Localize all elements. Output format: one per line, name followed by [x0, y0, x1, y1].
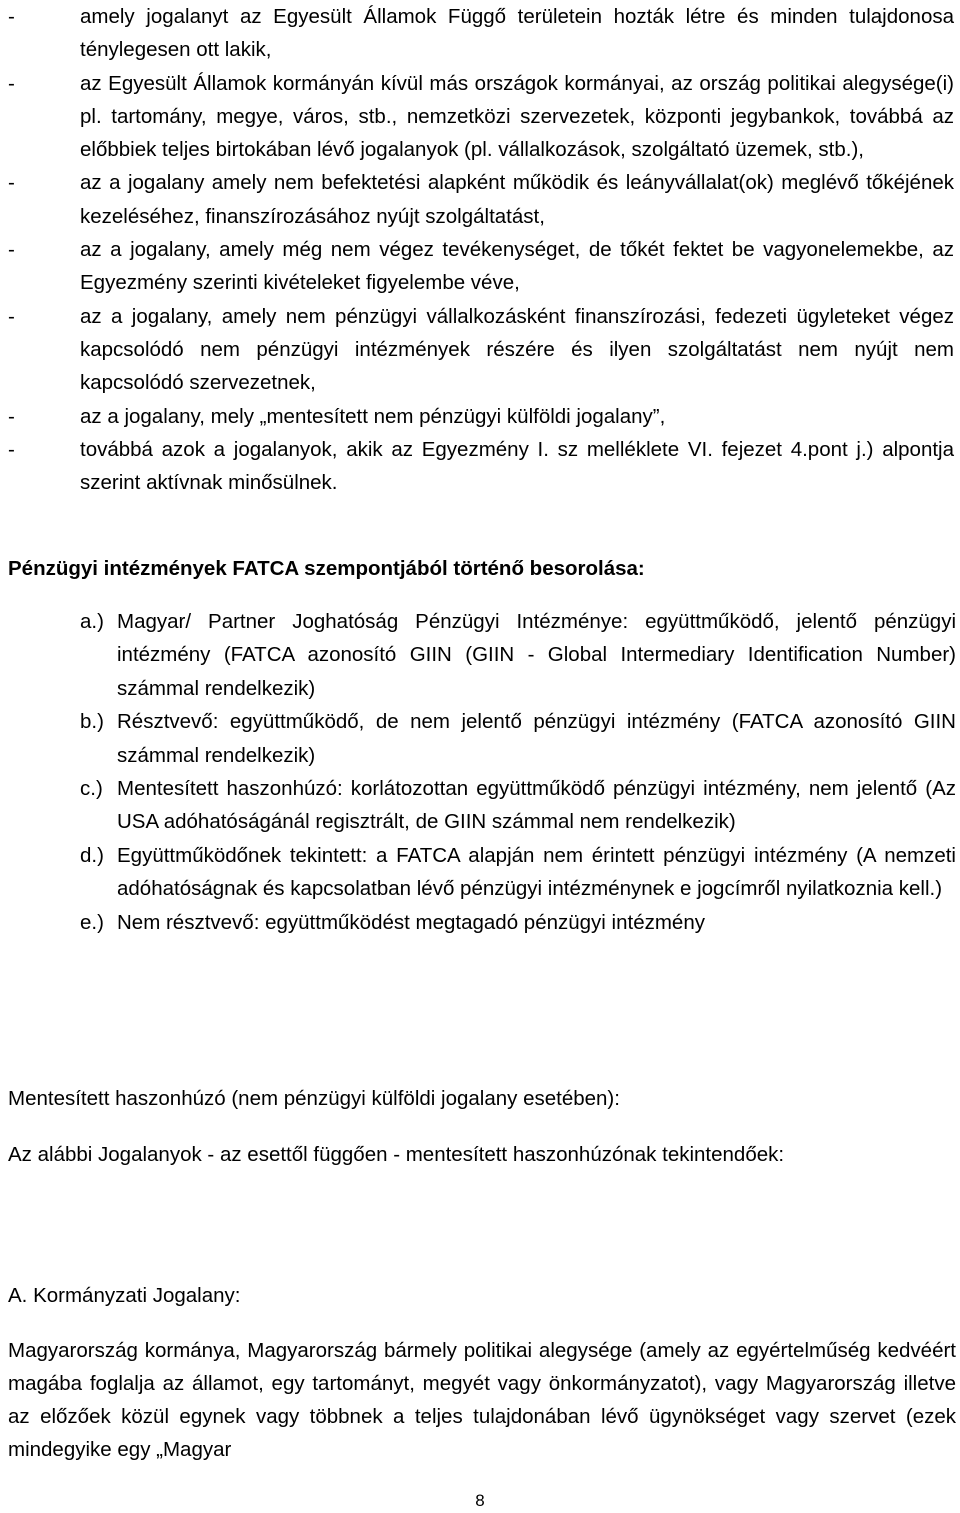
list-item — [80, 605, 956, 705]
exempt-beneficiary-title: Mentesített haszonhúzó (nem pénzügyi külföldi jogalany esetében): — [8, 1087, 620, 1110]
list-item-text: az a jogalany amely nem befektetési alapként működik és leányvállalat(ok) meglévő tőkéjének kezeléséhez, finanszírozásához nyújt szolgáltatást, — [80, 171, 954, 228]
list-item-text: Magyar/ Partner Joghatóság Pénzügyi Intézménye: együttműködő, jelentő pénzügyi intézmény (FATCA azonosító GIIN (GIIN - Global Intermediary Identification Number) számmal rendelkezik) — [117, 610, 956, 700]
list-item — [80, 839, 956, 906]
list-item — [80, 772, 956, 839]
list-marker: b.) — [80, 710, 104, 734]
dash-marker: - — [8, 304, 15, 328]
list-item-text: az a jogalany, amely még nem végez tevékenységet, de tőkét fektet be vagyonelemekbe, az Egyezmény szerinti kivételeket figyelembe véve, — [80, 238, 954, 295]
list-item — [8, 0, 954, 67]
list-item-text: amely jogalanyt az Egyesült Államok Függő területein hozták létre és minden tulajdonosa ténylegesen ott lakik, — [80, 5, 954, 62]
list-item-text: az a jogalany, mely „mentesített nem pénzügyi külföldi jogalany”, — [80, 404, 666, 428]
list-item — [8, 400, 954, 433]
intro-paragraph: Az alábbi Jogalanyok - az esettől függően - mentesített haszonhúzónak tekintendőek: — [8, 1143, 785, 1166]
list-item-text: az a jogalany, amely nem pénzügyi vállalkozásként finanszírozási, fedezeti ügyleteket végez kapcsolódó nem pénzügyi intézmények részére és ilyen szolgáltatást nem nyújt nem kapcsolódó szervezetnek, — [80, 304, 954, 395]
list-item-text: az Egyesült Államok kormányán kívül más országok kormányai, az ország politikai alegysége(i) pl. tartomány, megye, város, stb., nemzetközi szervezetek, központi jegybankok, továbbá az előbbiek teljes birtokában lévő jogalanyok (pl. vállalkozások, szolgáltató üzemek, stb.), — [80, 71, 954, 162]
dash-marker: - — [8, 437, 15, 461]
dash-marker: - — [8, 5, 15, 28]
list-item-text: továbbá azok a jogalanyok, akik az Egyezmény I. sz melléklete VI. fejezet 4.pont j.) alpontja szerint aktívnak minősülnek. — [80, 437, 954, 495]
dash-marker: - — [8, 171, 15, 195]
page-number: 8 — [475, 1491, 485, 1510]
section-a-body: Magyarország kormánya, Magyarország bármely politikai alegysége (amely az egyértelműség kedvéért magába foglalja az államot, egy tartományt, megyét vagy önkormányzatot), vagy Magyarország illetve az előzőek közül egynek vagy többnek a teljes tulajdonában lévő ügynökséget vagy szervet (ezek mindegyike egy „Magyar — [8, 1339, 956, 1461]
list-marker: d.) — [80, 843, 104, 867]
dash-list — [8, 0, 954, 499]
section-a-title: A. Kormányzati Jogalany: — [8, 1284, 241, 1307]
list-item — [80, 906, 956, 939]
classification-list — [80, 605, 956, 939]
list-marker: a.) — [80, 610, 104, 633]
list-item-text: Együttműködőnek tekintett: a FATCA alapján nem érintett pénzügyi intézmény (A nemzeti adóhatóságnak és kapcsolatban lévő pénzügyi intézménynek e jogcímről nyilatkoznia kell.) — [117, 843, 956, 901]
section-heading: Pénzügyi intézmények FATCA szempontjából történő besorolása: — [8, 557, 645, 580]
list-item — [8, 300, 954, 400]
dash-marker: - — [8, 404, 15, 428]
list-item — [8, 233, 954, 300]
list-item — [8, 433, 954, 500]
list-marker: c.) — [80, 777, 103, 801]
list-item — [80, 705, 956, 772]
list-item-text: Nem résztvevő: együttműködést megtagadó pénzügyi intézmény — [117, 910, 705, 934]
list-item — [8, 67, 954, 167]
dash-marker: - — [8, 71, 15, 95]
list-item-text: Mentesített haszonhúzó: korlátozottan együttműködő pénzügyi intézmény, nem jelentő (Az USA adóhatóságánál regisztrált, de GIIN számmal nem rendelkezik) — [117, 777, 956, 834]
list-item-text: Résztvevő: együttműködő, de nem jelentő pénzügyi intézmény (FATCA azonosító GIIN számmal rendelkezik) — [117, 710, 956, 767]
list-item — [8, 166, 954, 233]
dash-marker: - — [8, 238, 15, 262]
list-marker: e.) — [80, 910, 104, 934]
